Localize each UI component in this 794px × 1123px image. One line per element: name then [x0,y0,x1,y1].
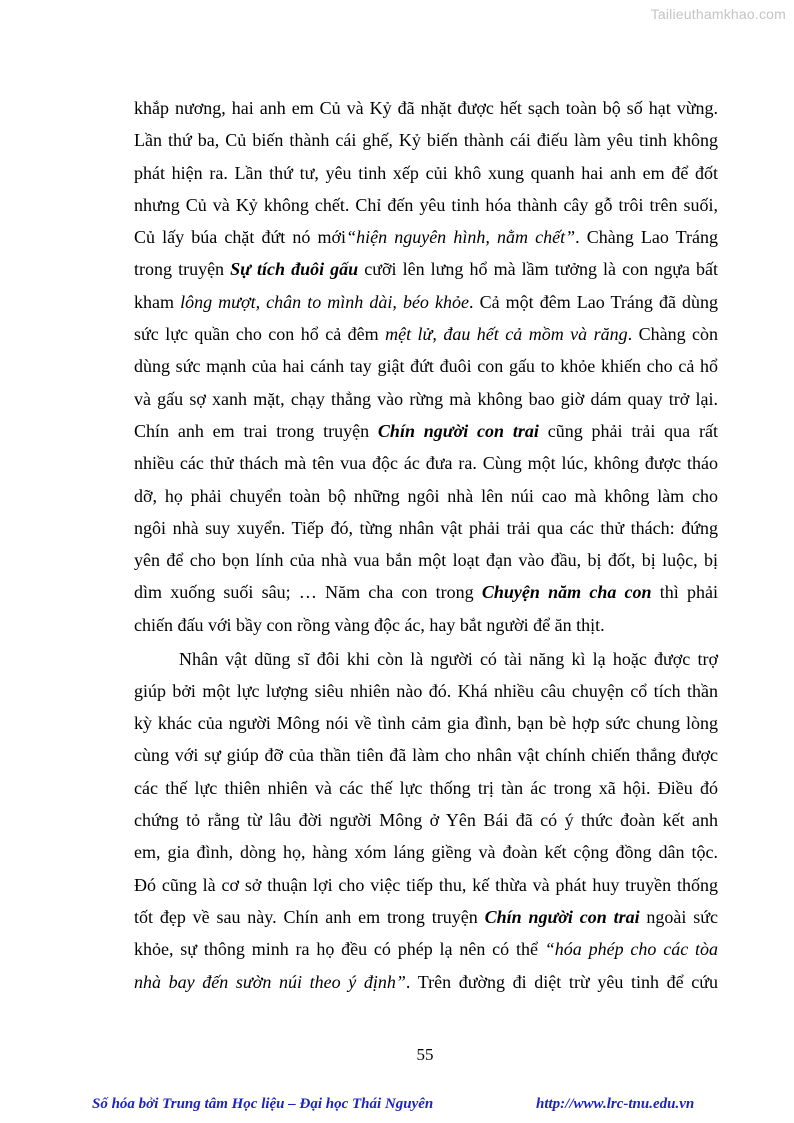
story-title: Sự tích đuôi gấu [230,259,359,280]
text-line [134,933,718,965]
quoted-phrase: mệt lử, đau hết cả mồm và răng [385,324,628,345]
text-run: nhiều các thử thách mà tên vua độc ác đưa ra. Cùng một lúc, không được tháo [134,453,718,474]
text-line [134,415,718,447]
text-run: Củ lấy búa chặt đứt nó mới [134,227,347,248]
text-line [134,576,718,608]
text-run: thì phải [651,582,718,603]
body-text [134,92,718,998]
text-line [134,124,718,156]
text-run: . Chàng Lao Tráng [575,227,718,248]
text-run: . Chàng còn [627,324,719,345]
text-line [134,609,718,641]
text-run: dỡ, họ phải chuyển toàn bộ những ngôi nhà lên núi cao mà không làm cho [134,485,718,506]
text-line [134,189,718,221]
story-title: Chín người con trai [377,420,539,441]
text-line [134,447,718,479]
text-line [134,966,718,998]
text-run: giúp bởi một lực lượng siêu nhiên nào đó. Khá nhiều câu chuyện cổ tích thần [134,680,718,701]
text-run: Đó cũng là cơ sở thuận lợi cho việc tiếp thu, kế thừa và phát huy truyền thống [134,874,718,895]
text-line [134,480,718,512]
quoted-phrase: “hiện nguyên hình, nằm chết” [346,227,576,248]
text-run: em, gia đình, dòng họ, hàng xóm láng giềng và đoàn kết cộng đồng dân tộc. [134,842,718,863]
text-run: cũng phải trải qua rất [538,420,718,441]
text-run: ngoài sức [639,906,718,927]
watermark: Tailieuthamkhao.com [650,6,786,22]
text-run: cưỡi lên lưng hổ mà lầm tưởng là con ngựa bất [358,259,718,280]
text-line [134,92,718,124]
text-run: ngôi nhà suy xuyển. Tiếp đó, từng nhân vật phải trải qua các thử thách: đứng [134,517,718,538]
text-run: trong truyện [134,259,231,280]
text-line [134,512,718,544]
quoted-phrase: lông mượt, chân to mình dài, béo khỏe [180,291,469,312]
story-title: Chuyện năm cha con [481,582,652,603]
text-run: dùng sức mạnh của hai cánh tay giật đứt đuôi con gấu to khỏe khiến cho cả hổ [134,356,718,377]
text-line [134,643,718,675]
text-run: . Cả một đêm Lao Tráng đã dùng [469,291,719,312]
text-run: sức lực quần cho con hổ cả đêm [134,324,386,345]
quoted-phrase: nhà bay đến sườn núi theo ý định” [134,971,406,992]
text-run: chứng tỏ rằng từ lâu đời người Mông ở Yên Bái đã có ý thức đoàn kết anh [134,810,718,831]
text-run: kham [134,291,181,312]
text-run: Chín anh em trai trong truyện [134,420,378,441]
text-run: Nhân vật dũng sĩ đôi khi còn là người có tài năng kì lạ hoặc được trợ [179,648,718,669]
text-line [134,772,718,804]
text-line [134,350,718,382]
text-run: tốt đẹp về sau này. Chín anh em trong truyện [134,906,485,927]
text-line [134,707,718,739]
text-run: các thế lực thiên nhiên và các thế lực thống trị tàn ác trong xã hội. Điều đó [134,777,718,798]
text-line [134,253,718,285]
text-line [134,383,718,415]
page-number: 55 [416,1045,434,1064]
text-line [134,675,718,707]
text-line [134,544,718,576]
text-run: chiến đấu với bầy con rồng vàng độc ác, hay bắt người để ăn thịt. [134,614,605,635]
text-line [134,869,718,901]
text-run: và gấu sợ xanh mặt, chạy thẳng vào rừng mà không bao giờ dám quay trở lại. [134,388,718,409]
text-run: dìm xuống suối sâu; … Năm cha con trong [134,582,482,603]
footer-source: Số hóa bởi Trung tâm Học liệu – Đại học Thái Nguyên [92,1096,434,1112]
text-run: yên để cho bọn lính của nhà vua bắn một loạt đạn vào đầu, bị đốt, bị luộc, bị [134,550,718,571]
text-line [134,318,718,350]
text-run: phát hiện ra. Lần thứ tư, yêu tinh xếp củi khô xung quanh hai anh em để đốt [134,162,718,183]
text-line [134,804,718,836]
footer-url-link[interactable]: http://www.lrc-tnu.edu.vn [536,1096,695,1112]
text-line [134,739,718,771]
text-run: khắp nương, hai anh em Củ và Kỷ đã nhặt được hết sạch toàn bộ số hạt vừng. [134,98,718,118]
story-title: Chín người con trai [484,906,640,927]
text-line [134,901,718,933]
text-run: Lần thứ ba, Củ biến thành cái ghế, Kỷ biến thành cái điếu làm yêu tinh không [134,130,718,151]
text-line [134,157,718,189]
text-run: cùng với sự giúp đỡ của thần tiên đã làm cho nhân vật chính chiến thắng được [134,745,718,766]
text-run: khỏe, sự thông minh ra họ đều có phép lạ nên có thể [134,939,545,960]
quoted-phrase: “hóa phép cho các tòa [544,939,718,960]
text-run: . Trên đường đi diệt trừ yêu tinh để cứu [405,971,718,992]
text-line [134,221,718,253]
text-run: nhưng Củ và Kỷ không chết. Chỉ đến yêu tinh hóa thành cây gỗ trôi trên suối, [134,194,718,215]
text-run: kỳ khác của người Mông nói về tình cảm gia đình, bạn bè hợp sức chung lòng [134,713,718,734]
text-line [134,836,718,868]
text-line [134,286,718,318]
